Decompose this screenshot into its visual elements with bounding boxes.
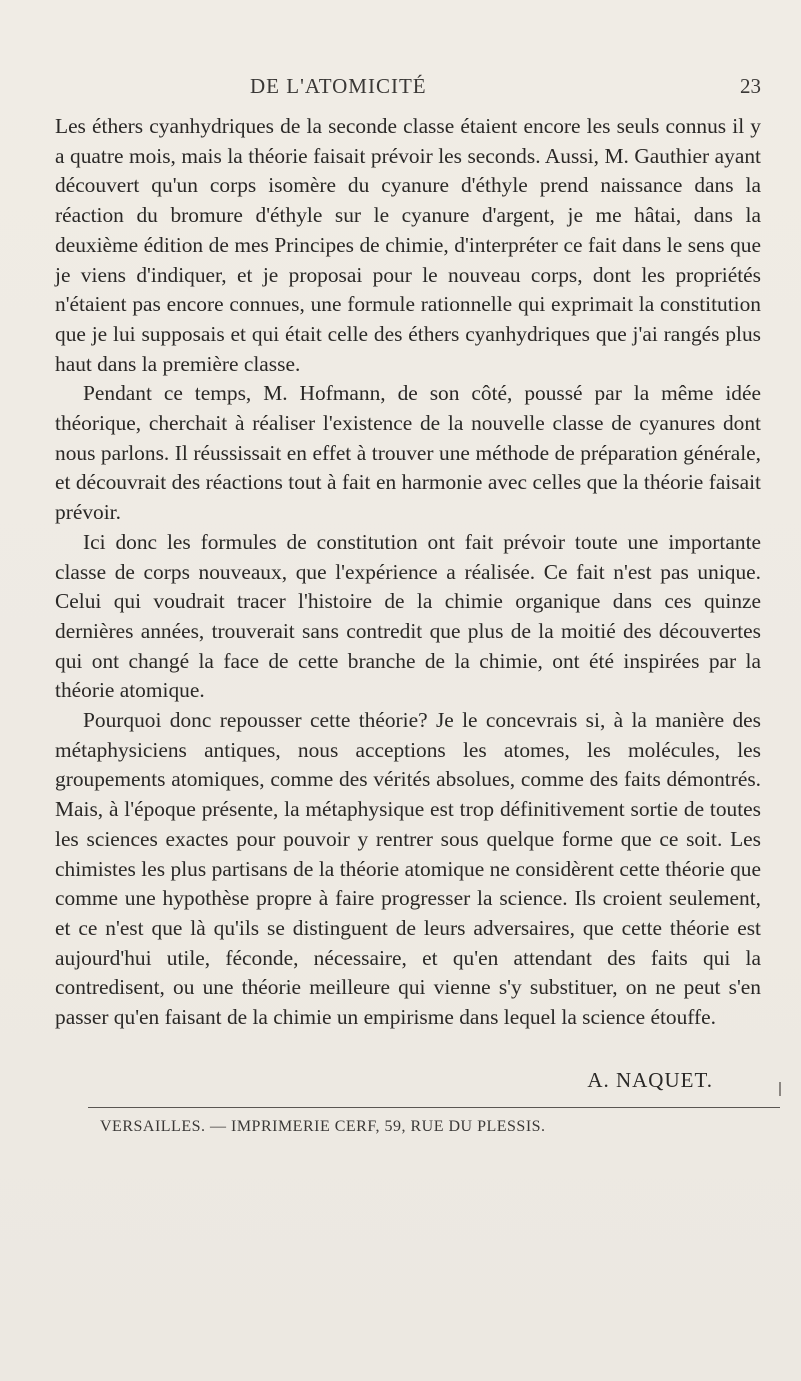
paragraph: Pendant ce temps, M. Hofmann, de son côté, poussé par la même idée théorique, cherchait à réaliser l'existence de la nouvelle classe de cyanures dont nous parlons. Il réussissait en effet à trouver une méthode de préparation générale, et découvrait des réactions tout à fait en harmonie avec celles que la théorie faisait prévoir. <box>55 381 761 525</box>
paragraph: Pourquoi donc repousser cette théorie? Je le concevrais si, à la manière des métaphysiciens antiques, nous acceptions les atomes, les molécules, les groupements atomiques, comme des vérités absolues, comme des faits démontrés. Mais, à l'époque présente, la métaphysique est trop définitivement sortie de toutes les sciences exactes pour pouvoir y rentrer sous quelque forme que ce soit. Les chimistes les plus partisans de la théorie atomique ne considèrent cette théorie que comme une hypothèse propre à faire progresser la science. Ils croient seulement, et ce n'est que là qu'ils se distinguent de leurs adversaires, que cette théorie est aujourd'hui utile, féconde, nécessaire, et qu'en attendant des faits qui la contredisent, ou une théorie meilleure qui vienne s'y substituer, on ne peut s'en passer qu'en faisant de la chimie un empirisme dans lequel la science étouffe. <box>55 708 761 1030</box>
body-text <box>55 112 761 1033</box>
margin-mark <box>779 1082 781 1096</box>
running-title: DE L'ATOMICITÉ <box>250 74 427 98</box>
paragraph: Ici donc les formules de constitution ont fait prévoir toute une importante classe de corps nouveaux, que l'expérience a réalisée. Ce fait n'est pas unique. Celui qui voudrait tracer l'histoire de la chimie organique dans ces quinze dernières années, trouverait sans contredit que plus de la moitié des découvertes qui ont changé la face de cette branche de la chimie, ont été inspirées par la théorie atomique. <box>55 529 761 703</box>
paragraph: Les éthers cyanhydriques de la seconde classe étaient encore les seuls connus il y a quatre mois, mais la théorie faisait prévoir les seconds. Aussi, M. Gauthier ayant découvert qu'un corps isomère du cyanure d'éthyle prend naissance dans la réaction du bromure d'éthyle sur le cyanure d'argent, je me hâtai, dans la deuxième édition de mes Principes de chimie, d'interpréter ce fait dans le sens que je viens d'indiquer, et je proposai pour le nouveau corps, dont les propriétés n'étaient pas encore connues, une formule rationnelle qui exprimait la constitution que je lui supposais et qui était celle des éthers cyanhydriques que j'ai rangés plus haut dans la première classe. <box>55 114 761 376</box>
author-signature: A. NAQUET. <box>587 1068 713 1092</box>
page-number: 23 <box>740 74 761 98</box>
printer-imprint: VERSAILLES. — IMPRIMERIE CERF, 59, RUE DU PLESSIS. <box>100 1118 546 1135</box>
footer-rule <box>88 1107 780 1108</box>
